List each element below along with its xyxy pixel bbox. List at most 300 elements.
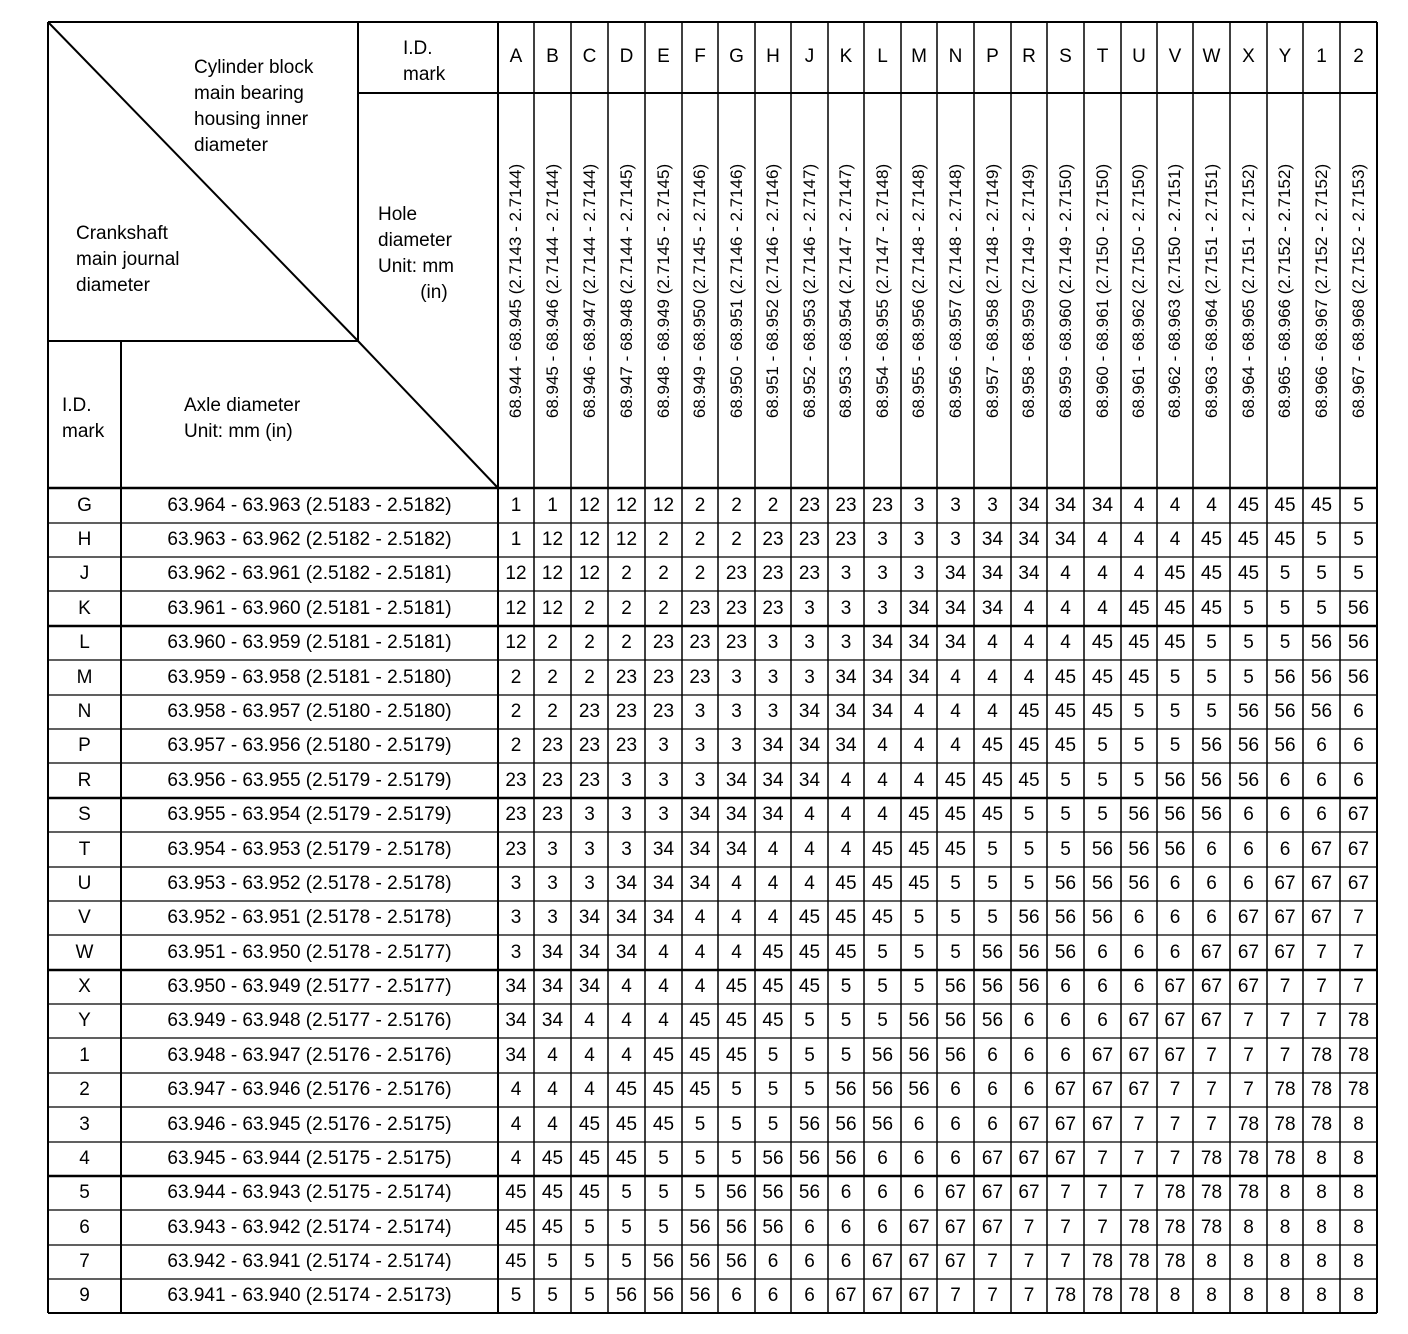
bearing-grade-cell: 8 [1353,1114,1364,1135]
bearing-grade-cell: 3 [621,804,632,825]
bearing-grade-cell: 34 [578,942,601,963]
column-hole-diameter-range: 68.949 - 68.950 (2.7145 - 2.7146) [690,163,709,418]
column-id-mark: W [1202,46,1221,67]
bearing-grade-cell: 34 [798,770,821,791]
bearing-grade-cell: 56 [1128,839,1150,860]
bearing-grade-cell: 3 [731,735,742,756]
bearing-grade-cell: 4 [767,907,779,928]
column-hole-diameter-range: 68.955 - 68.956 (2.7148 - 2.7148) [909,163,928,418]
bearing-grade-cell: 45 [1091,632,1114,653]
column-id-mark: Y [1278,46,1292,67]
bearing-grade-cell: 5 [1279,632,1291,653]
column-hole-diameter-range: 68.950 - 68.951 (2.7146 - 2.7146) [726,163,746,418]
bearing-grade-cell: 4 [694,976,706,997]
bearing-grade-cell: 45 [615,1114,638,1135]
column-hole-diameter-range: 68.944 - 68.945 (2.7143 - 2.7144) [506,163,525,418]
bearing-grade-cell: 67 [1310,839,1333,860]
bearing-grade-cell: 45 [1200,598,1223,619]
bearing-grade-cell: 2 [658,563,669,584]
bearing-grade-cell: 56 [689,1217,711,1238]
bearing-grade-cell: 8 [1279,1285,1291,1306]
bearing-grade-cell: 34 [541,942,564,963]
bearing-grade-cell: 23 [578,701,601,722]
bearing-grade-cell: 67 [871,1285,894,1306]
bearing-grade-cell: 34 [835,667,857,688]
bearing-grade-cell: 45 [871,873,894,894]
bearing-grade-cell: 5 [1279,563,1291,584]
bearing-grade-cell: 4 [547,1079,558,1100]
column-id-mark: L [877,46,888,67]
column-hole-diameter-range: 68.948 - 68.949 (2.7145 - 2.7145) [653,163,673,418]
bearing-grade-cell: 56 [1347,598,1370,619]
bearing-grade-cell: 4 [510,1148,522,1169]
bearing-grade-cell: 6 [877,1217,888,1238]
bearing-grade-cell: 78 [1164,1217,1186,1238]
column-id-mark: C [582,46,597,67]
bearing-grade-cell: 56 [1200,770,1223,791]
bearing-grade-cell: 7 [1206,1114,1217,1135]
bearing-grade-cell: 4 [658,976,669,997]
bearing-grade-cell: 5 [804,1010,815,1031]
id-mark-row-header: I.D. mark [62,395,105,442]
bearing-grade-cell: 56 [981,976,1004,997]
bearing-grade-cell: 67 [944,1217,967,1238]
bearing-grade-cell: 45 [1200,563,1223,584]
row-axle-diameter: 63.947 - 63.946 (2.5176 - 2.5176) [167,1079,452,1100]
bearing-grade-cell: 34 [541,1010,564,1031]
bearing-grade-cell: 67 [1091,1114,1114,1135]
bearing-grade-cell: 6 [1169,942,1181,963]
bearing-grade-cell: 6 [1097,976,1108,997]
corner-diagonal-lower [358,341,498,488]
bearing-grade-cell: 45 [1054,667,1077,688]
row-axle-diameter: 63.946 - 63.945 (2.5176 - 2.5175) [167,1114,452,1135]
bearing-grade-cell: 4 [950,701,961,722]
bearing-grade-cell: 7 [1279,976,1291,997]
bearing-grade-cell: 23 [689,632,711,653]
bearing-grade-cell: 5 [584,1217,595,1238]
bearing-grade-cell: 5 [877,1010,888,1031]
bearing-grade-cell: 45 [1237,495,1260,516]
bearing-grade-cell: 67 [1200,942,1223,963]
bearing-grade-cell: 78 [1237,1114,1260,1135]
bearing-grade-cell: 4 [804,873,815,894]
bearing-grade-cell: 23 [798,563,821,584]
bearing-grade-cell: 12 [505,598,527,619]
row-axle-diameter: 63.962 - 63.961 (2.5182 - 2.5181) [167,563,452,584]
bearing-grade-cell: 34 [578,907,601,928]
bearing-grade-cell: 45 [798,976,821,997]
bearing-grade-cell: 4 [987,701,998,722]
column-id-mark: B [546,46,559,67]
bearing-grade-cell: 3 [767,701,779,722]
bearing-grade-cell: 7 [1060,1251,1071,1272]
bearing-grade-cell: 67 [1091,1079,1114,1100]
bearing-grade-cell: 4 [584,1079,595,1100]
bearing-grade-cell: 34 [981,563,1004,584]
bearing-grade-cell: 45 [725,1045,748,1066]
bearing-grade-cell: 56 [1164,770,1186,791]
bearing-grade-cell: 56 [1237,735,1260,756]
column-hole-diameter-range: 68.966 - 68.967 (2.7152 - 2.7152) [1311,163,1331,418]
bearing-grade-cell: 45 [652,1045,675,1066]
bearing-grade-cell: 56 [689,1285,711,1306]
bearing-grade-cell: 56 [762,1182,784,1203]
row-axle-diameter: 63.957 - 63.956 (2.5180 - 2.5179) [167,735,452,756]
bearing-grade-cell: 56 [1347,632,1370,653]
bearing-grade-cell: 6 [1169,907,1181,928]
bearing-grade-cell: 6 [1060,976,1071,997]
row-axle-diameter: 63.958 - 63.957 (2.5180 - 2.5180) [167,701,452,722]
bearing-grade-cell: 56 [871,1079,894,1100]
bearing-grade-cell: 45 [944,804,967,825]
bearing-grade-cell: 45 [944,770,967,791]
column-id-mark: X [1242,46,1255,67]
bearing-grade-cell: 56 [1054,942,1077,963]
bearing-grade-cell: 34 [908,632,930,653]
bearing-grade-cell: 5 [804,1045,815,1066]
bearing-grade-cell: 5 [1243,632,1254,653]
bearing-grade-cell: 3 [804,598,815,619]
bearing-grade-cell: 5 [1279,598,1291,619]
bearing-grade-cell: 5 [1097,735,1108,756]
bearing-grade-cell: 4 [1060,598,1071,619]
bearing-grade-cell: 6 [987,1114,998,1135]
bearing-grade-cell: 6 [1243,839,1254,860]
bearing-grade-cell: 4 [658,1010,669,1031]
bearing-grade-cell: 34 [798,735,821,756]
bearing-grade-cell: 56 [762,1148,784,1169]
bearing-grade-cell: 78 [1237,1148,1260,1169]
bearing-grade-cell: 23 [798,529,821,550]
bearing-grade-cell: 5 [1353,495,1364,516]
bearing-grade-cell: 56 [725,1217,748,1238]
bearing-grade-cell: 78 [1128,1285,1150,1306]
bearing-grade-cell: 78 [1128,1251,1150,1272]
bearing-grade-cell: 5 [731,1114,742,1135]
column-id-mark: K [839,46,853,67]
bearing-grade-cell: 3 [694,770,706,791]
bearing-grade-cell: 3 [547,873,558,894]
bearing-grade-cell: 5 [547,1251,558,1272]
bearing-grade-cell: 7 [1243,1045,1254,1066]
bearing-grade-cell: 5 [694,1148,706,1169]
bearing-grade-cell: 56 [652,1285,675,1306]
bearing-grade-cell: 5 [950,942,961,963]
bearing-grade-cell: 56 [1164,804,1186,825]
bearing-grade-cell: 4 [731,873,742,894]
bearing-grade-cell: 5 [1060,770,1071,791]
bearing-grade-cell: 34 [871,632,894,653]
bearing-grade-cell: 4 [1133,563,1145,584]
bearing-grade-cell: 3 [658,735,669,756]
bearing-grade-cell: 45 [981,735,1004,756]
bearing-grade-cell: 5 [1169,701,1181,722]
column-hole-diameter-range: 68.956 - 68.957 (2.7148 - 2.7148) [945,163,965,418]
bearing-grade-cell: 45 [652,1114,675,1135]
bearing-grade-cell: 5 [658,1217,669,1238]
bearing-grade-cell: 45 [1018,735,1040,756]
bearing-grade-cell: 4 [1206,495,1217,516]
bearing-grade-cell: 6 [877,1182,888,1203]
bearing-grade-cell: 67 [1164,1045,1186,1066]
bearing-grade-cell: 4 [840,804,852,825]
row-axle-diameter: 63.955 - 63.954 (2.5179 - 2.5179) [167,804,452,825]
bearing-grade-cell: 12 [541,563,564,584]
bearing-grade-cell: 45 [505,1251,527,1272]
bearing-grade-cell: 8 [1353,1148,1364,1169]
bearing-grade-cell: 3 [804,632,815,653]
row-axle-diameter: 63.945 - 63.944 (2.5175 - 2.5175) [167,1148,452,1169]
bearing-grade-cell: 4 [804,804,815,825]
column-hole-diameter-range: 68.952 - 68.953 (2.7146 - 2.7147) [799,163,819,418]
bearing-grade-cell: 6 [804,1285,815,1306]
bearing-grade-cell: 2 [621,632,632,653]
bearing-grade-cell: 6 [1353,735,1364,756]
row-axle-diameter: 63.944 - 63.943 (2.5175 - 2.5174) [167,1182,452,1203]
bearing-grade-cell: 45 [541,1217,564,1238]
bearing-grade-cell: 5 [694,1182,706,1203]
bearing-grade-cell: 56 [1091,873,1114,894]
bearing-grade-cell: 56 [908,1079,930,1100]
bearing-grade-cell: 34 [908,667,930,688]
bearing-grade-cell: 5 [1133,770,1145,791]
bearing-grade-cell: 5 [804,1079,815,1100]
bearing-grade-cell: 34 [1091,495,1114,516]
row-id-mark: 7 [79,1251,90,1272]
bearing-grade-cell: 8 [1353,1217,1364,1238]
bearing-grade-cell: 23 [541,804,564,825]
bearing-grade-cell: 2 [731,495,742,516]
bearing-grade-cell: 2 [621,563,632,584]
bearing-grade-cell: 4 [1023,598,1035,619]
bearing-grade-cell: 56 [1128,873,1150,894]
bearing-grade-cell: 45 [1018,701,1040,722]
bearing-grade-cell: 6 [1316,735,1327,756]
bearing-grade-cell: 56 [1274,701,1296,722]
bearing-grade-cell: 2 [510,735,522,756]
bearing-grade-cell: 34 [981,598,1004,619]
bearing-grade-cell: 6 [1097,942,1108,963]
bearing-grade-cell: 5 [840,1045,852,1066]
bearing-grade-cell: 45 [762,976,784,997]
bearing-grade-cell: 23 [505,770,527,791]
bearing-grade-cell: 3 [621,770,632,791]
bearing-grade-cell: 78 [1200,1148,1223,1169]
bearing-grade-cell: 3 [658,770,669,791]
bearing-grade-cell: 67 [1200,976,1223,997]
bearing-grade-cell: 45 [835,873,857,894]
bearing-grade-cell: 34 [944,598,967,619]
bearing-grade-cell: 23 [835,529,857,550]
bearing-grade-cell: 8 [1243,1285,1254,1306]
bearing-grade-cell: 67 [1018,1182,1040,1203]
row-id-mark: S [78,804,91,825]
bearing-grade-cell: 5 [767,1079,779,1100]
column-id-mark: 2 [1353,46,1364,67]
bearing-grade-cell: 3 [621,839,632,860]
bearing-grade-cell: 3 [913,563,925,584]
bearing-grade-cell: 5 [1316,563,1327,584]
bearing-grade-cell: 7 [1169,1079,1181,1100]
bearing-grade-cell: 3 [547,907,558,928]
bearing-grade-cell: 56 [908,1010,930,1031]
bearing-grade-cell: 7 [1353,907,1364,928]
bearing-grade-cell: 78 [1164,1251,1186,1272]
bearing-grade-cell: 45 [1237,529,1260,550]
bearing-grade-cell: 78 [1091,1285,1114,1306]
bearing-grade-cell: 5 [547,1285,558,1306]
bearing-grade-cell: 34 [981,529,1004,550]
bearing-grade-cell: 6 [1023,1045,1035,1066]
bearing-grade-cell: 4 [913,770,925,791]
bearing-grade-cell: 2 [547,632,558,653]
bearing-grade-cell: 6 [1206,873,1217,894]
bearing-grade-cell: 7 [1353,976,1364,997]
bearing-grade-cell: 6 [840,1182,852,1203]
column-hole-diameter-range: 68.951 - 68.952 (2.7146 - 2.7146) [763,163,782,418]
bearing-grade-cell: 6 [1279,770,1291,791]
bearing-grade-cell: 3 [950,529,961,550]
bearing-grade-cell: 6 [1097,1010,1108,1031]
bearing-grade-cell: 4 [767,839,779,860]
column-id-mark: F [694,46,706,67]
bearing-grade-cell: 56 [652,1251,675,1272]
bearing-grade-cell: 4 [804,839,815,860]
bearing-grade-cell: 45 [1018,770,1040,791]
bearing-grade-cell: 5 [987,839,998,860]
bearing-grade-cell: 5 [1097,804,1108,825]
bearing-grade-cell: 45 [1054,701,1077,722]
row-id-mark: G [77,495,92,516]
bearing-grade-cell: 6 [913,1182,925,1203]
bearing-grade-cell: 34 [908,598,930,619]
bearing-grade-cell: 5 [510,1285,522,1306]
row-axle-diameter: 63.941 - 63.940 (2.5174 - 2.5173) [167,1285,452,1306]
column-id-mark: M [911,46,927,67]
bearing-grade-cell: 7 [1097,1148,1108,1169]
bearing-grade-cell: 34 [944,563,967,584]
bearing-grade-cell: 5 [1243,667,1254,688]
bearing-grade-cell: 56 [944,1045,967,1066]
bearing-grade-cell: 8 [1316,1217,1327,1238]
bearing-grade-cell: 4 [987,632,998,653]
bearing-grade-cell: 8 [1316,1285,1327,1306]
bearing-grade-cell: 45 [725,976,748,997]
bearing-grade-cell: 2 [694,563,706,584]
bearing-grade-cell: 4 [987,667,998,688]
bearing-grade-cell: 3 [584,839,595,860]
bearing-grade-cell: 56 [798,1148,821,1169]
bearing-grade-cell: 45 [798,942,821,963]
bearing-grade-cell: 56 [908,1045,930,1066]
bearing-grade-cell: 4 [584,1010,595,1031]
bearing-grade-cell: 5 [1206,701,1217,722]
bearing-grade-cell: 4 [510,1079,522,1100]
row-axle-diameter: 63.943 - 63.942 (2.5174 - 2.5174) [167,1217,452,1238]
bearing-grade-cell: 23 [725,598,748,619]
bearing-grade-cell: 6 [731,1285,742,1306]
bearing-grade-cell: 6 [1316,804,1327,825]
row-id-mark: K [78,598,91,619]
bearing-grade-cell: 67 [1091,1045,1114,1066]
bearing-grade-cell: 56 [725,1182,748,1203]
bearing-grade-cell: 23 [871,495,894,516]
bearing-grade-cell: 2 [731,529,742,550]
bearing-grade-cell: 4 [1023,632,1035,653]
bearing-grade-cell: 5 [584,1285,595,1306]
row-axle-diameter: 63.956 - 63.955 (2.5179 - 2.5179) [167,770,452,791]
row-axle-diameter: 63.950 - 63.949 (2.5177 - 2.5177) [167,976,452,997]
bearing-grade-cell: 23 [689,598,711,619]
bearing-grade-cell: 12 [578,529,601,550]
bearing-grade-cell: 56 [1018,942,1040,963]
bearing-grade-cell: 45 [505,1182,527,1203]
bearing-grade-cell: 5 [1023,873,1035,894]
bearing-grade-cell: 6 [1353,770,1364,791]
bearing-grade-cell: 5 [1206,667,1217,688]
bearing-grade-cell: 4 [621,1045,632,1066]
bearing-grade-cell: 4 [1060,632,1071,653]
bearing-grade-cell: 7 [1316,1010,1327,1031]
bearing-grade-cell: 6 [1206,907,1217,928]
column-hole-diameter-range: 68.954 - 68.955 (2.7147 - 2.7148) [872,163,892,418]
bearing-grade-cell: 8 [1169,1285,1181,1306]
bearing-grade-cell: 6 [840,1251,852,1272]
column-id-mark: N [948,46,963,67]
bearing-grade-cell: 67 [1347,804,1370,825]
bearing-grade-cell: 56 [944,1010,967,1031]
bearing-grade-cell: 7 [1060,1182,1071,1203]
corner-crankshaft-label: Crankshaft main journal diameter [76,223,180,296]
bearing-grade-cell: 45 [615,1148,638,1169]
row-axle-diameter: 63.942 - 63.941 (2.5174 - 2.5174) [167,1251,452,1272]
bearing-grade-cell: 23 [578,770,601,791]
column-hole-diameter-range: 68.959 - 68.960 (2.7149 - 2.7150) [1055,163,1075,418]
bearing-grade-cell: 4 [877,735,888,756]
bearing-grade-cell: 45 [1128,598,1150,619]
bearing-grade-cell: 34 [578,976,601,997]
bearing-grade-cell: 45 [944,839,967,860]
bearing-grade-cell: 56 [1164,839,1186,860]
bearing-grade-cell: 34 [1018,529,1040,550]
bearing-grade-cell: 6 [1023,1079,1035,1100]
row-id-mark: 6 [79,1217,90,1238]
bearing-grade-cell: 4 [1097,563,1108,584]
bearing-grade-cell: 4 [731,907,742,928]
bearing-grade-cell: 67 [944,1251,967,1272]
bearing-grade-cell: 34 [762,735,784,756]
bearing-grade-cell: 67 [1237,907,1260,928]
bearing-grade-cell: 34 [689,804,711,825]
bearing-grade-cell: 5 [1023,804,1035,825]
bearing-grade-cell: 56 [762,1217,784,1238]
row-id-mark: Y [78,1010,91,1031]
bearing-grade-cell: 45 [981,804,1004,825]
column-id-mark: D [619,46,634,67]
bearing-grade-cell: 7 [1279,1010,1291,1031]
bearing-grade-cell: 4 [877,770,888,791]
bearing-grade-cell: 3 [658,804,669,825]
bearing-grade-cell: 45 [541,1148,564,1169]
bearing-grade-cell: 3 [510,907,522,928]
row-id-mark: M [76,667,93,688]
bearing-grade-cell: 34 [1018,495,1040,516]
bearing-grade-cell: 8 [1243,1217,1254,1238]
bearing-grade-cell: 6 [1279,804,1291,825]
bearing-grade-cell: 34 [541,976,564,997]
bearing-grade-cell: 56 [1200,804,1223,825]
